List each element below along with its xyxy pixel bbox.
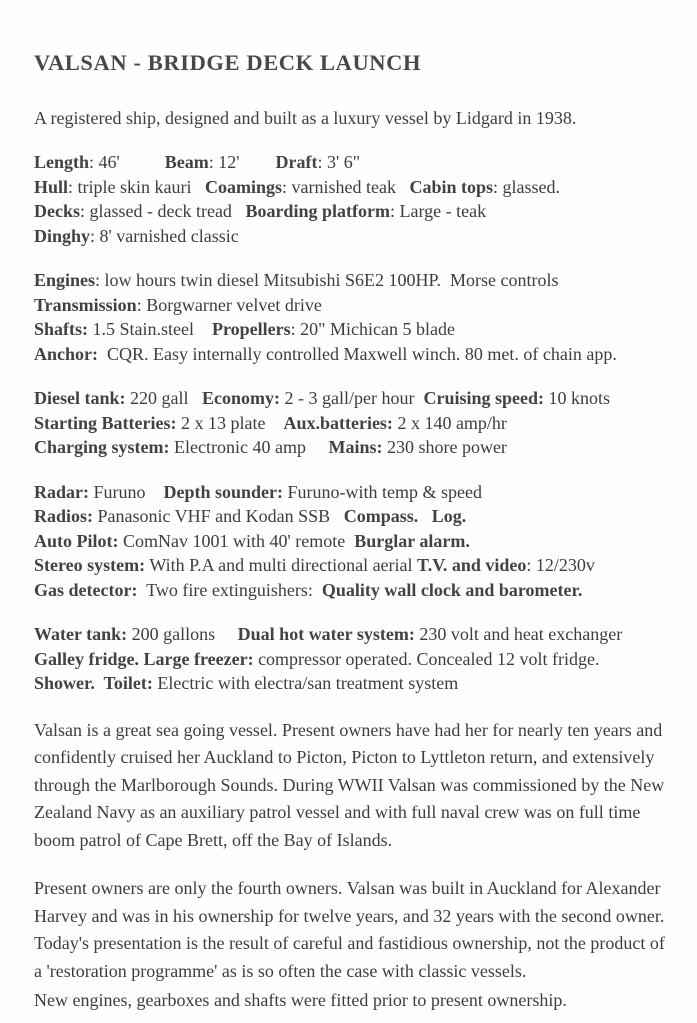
spec-key: Aux.batteries: xyxy=(283,412,393,433)
spec-value: compressor operated. Concealed 12 volt fridge. xyxy=(253,648,600,669)
spec-key: Hull xyxy=(34,176,69,197)
intro-line: A registered ship, designed and built as a luxury vessel by Lidgard in 1938. xyxy=(34,108,577,128)
spec-key: Cruising speed: xyxy=(423,388,544,408)
spec-key: Economy: xyxy=(202,388,280,408)
spec-key: T.V. and video xyxy=(417,555,527,575)
spec-key: Mains: xyxy=(328,437,383,457)
spec-key: Compass. xyxy=(343,506,419,526)
spec-value: 230 volt and heat exchanger xyxy=(414,624,623,644)
spec-block xyxy=(34,150,669,248)
spec-value: 200 gallons xyxy=(127,624,238,644)
spec-key: Depth sounder: xyxy=(163,481,284,502)
spec-line xyxy=(34,578,669,603)
spec-value: : 3' 6" xyxy=(317,152,361,172)
spec-value: : glassed. xyxy=(493,176,561,197)
spec-value: : Large - teak xyxy=(389,201,487,221)
spec-line xyxy=(34,647,669,672)
spec-value: Furuno-with temp & speed xyxy=(283,481,483,502)
spec-line xyxy=(34,622,669,647)
spec-key: Draft xyxy=(275,152,318,172)
spec-line xyxy=(34,480,669,505)
spec-value: : Borgwarner velvet drive xyxy=(136,294,322,315)
spec-key: Anchor: xyxy=(34,343,98,364)
spec-key: Quality wall clock and barometer. xyxy=(321,579,583,600)
spec-value: : triple skin kauri xyxy=(68,176,205,197)
spec-key: Dinghy xyxy=(34,225,91,246)
spec-value: With P.A and multi directional aerial xyxy=(145,555,418,575)
spec-key: Coamings xyxy=(205,176,283,197)
spec-value: Furuno xyxy=(89,481,164,502)
spec-key: Boarding platform xyxy=(245,201,390,221)
spec-key: Transmission xyxy=(34,294,137,315)
spec-line xyxy=(34,224,669,249)
spec-block xyxy=(34,386,669,460)
spec-key: Beam xyxy=(164,152,209,172)
spec-value: : 12/230v xyxy=(526,555,595,575)
spec-line xyxy=(34,268,669,293)
spec-line xyxy=(34,293,669,318)
spec-value: 2 x 13 plate xyxy=(176,412,284,433)
spec-key: Decks xyxy=(34,201,80,221)
spec-value: ComNav 1001 with 40' remote xyxy=(118,530,355,551)
spec-line xyxy=(34,317,669,342)
document-title: VALSAN - BRIDGE DECK LAUNCH xyxy=(34,50,422,75)
spec-key: Shafts: xyxy=(34,319,89,339)
spec-value: 230 shore power xyxy=(382,437,507,457)
spec-line xyxy=(34,529,669,554)
spec-value: Electric with electra/san treatment system xyxy=(152,673,459,693)
spec-sections xyxy=(34,150,669,696)
spec-value: : 12' xyxy=(208,152,276,172)
spec-value: 10 knots xyxy=(543,388,610,408)
spec-key: Cabin tops xyxy=(409,176,494,197)
spec-value: : glassed - deck tread xyxy=(80,201,246,221)
spec-line xyxy=(34,386,669,411)
spec-value: : 8' varnished classic xyxy=(90,225,239,246)
spec-key: Diesel tank: xyxy=(34,388,126,408)
spec-key: Dual hot water system: xyxy=(237,624,415,644)
spec-value: : 46' xyxy=(89,152,165,172)
description-paragraph: Present owners are only the fourth owners. Valsan was built in Auckland for Alexander Harvey and was in his ownership for twelve years, and 32 years with the second owner. Today's presentation is the result of careful and fastidious ownership, not the product of a 'restoration programme' as is so often the case with classic vessels. xyxy=(34,878,665,981)
spec-key: Galley fridge. Large freezer: xyxy=(34,648,254,669)
spec-value xyxy=(418,506,432,526)
spec-value: 1.5 Stain.steel xyxy=(88,319,213,339)
spec-block xyxy=(34,622,669,696)
spec-value: 2 - 3 gall/per hour xyxy=(280,388,424,408)
spec-value: : 20" Michican 5 blade xyxy=(290,319,455,339)
spec-key: Water tank: xyxy=(34,624,128,644)
description-paragraph: New engines, gearboxes and shafts were fitted prior to present ownership. xyxy=(34,990,567,1010)
spec-key: Shower. Toilet: xyxy=(34,673,153,693)
spec-block xyxy=(34,268,669,366)
spec-line xyxy=(34,342,669,367)
spec-line xyxy=(34,504,669,529)
spec-value: CQR. Easy internally controlled Maxwell winch. 80 met. of chain app. xyxy=(98,343,617,364)
spec-key: Starting Batteries: xyxy=(34,412,177,433)
spec-line xyxy=(34,671,669,696)
spec-line xyxy=(34,553,669,578)
spec-value: Two fire extinguishers: xyxy=(137,579,322,600)
spec-line xyxy=(34,435,669,460)
spec-value: : low hours twin diesel Mitsubishi S6E2 100HP. Morse controls xyxy=(95,270,559,290)
spec-line xyxy=(34,150,669,175)
spec-key: Length xyxy=(34,152,90,172)
description-paragraphs xyxy=(34,717,669,1015)
spec-key: Burglar alarm. xyxy=(354,530,470,551)
spec-line xyxy=(34,199,669,224)
spec-key: Auto Pilot: xyxy=(34,530,119,551)
spec-key: Gas detector: xyxy=(34,579,138,600)
spec-key: Engines xyxy=(34,270,96,290)
spec-value: 2 x 140 amp/hr xyxy=(392,412,507,433)
spec-key: Radar: xyxy=(34,481,89,502)
spec-value: 220 gall xyxy=(125,388,202,408)
spec-line xyxy=(34,411,669,436)
spec-block xyxy=(34,480,669,603)
spec-key: Stereo system: xyxy=(34,555,146,575)
description-paragraph: Valsan is a great sea going vessel. Present owners have had her for nearly ten years and confidently cruised her Auckland to Picton, Picton to Lyttleton return, and extensively through the Marlborough Sounds. During WWII Valsan was commissioned by the New Zealand Navy as an auxiliary patrol vessel and with full naval crew was on full time boom patrol of Cape Brett, off the Bay of Islands. xyxy=(34,719,665,850)
spec-value: Panasonic VHF and Kodan SSB xyxy=(93,506,344,526)
spec-key: Log. xyxy=(431,506,467,526)
spec-key: Charging system: xyxy=(34,437,170,457)
spec-key: Propellers xyxy=(212,319,291,339)
spec-value: : varnished teak xyxy=(282,176,410,197)
spec-value: Electronic 40 amp xyxy=(169,437,329,457)
spec-line xyxy=(34,175,669,200)
spec-key: Radios: xyxy=(34,506,94,526)
